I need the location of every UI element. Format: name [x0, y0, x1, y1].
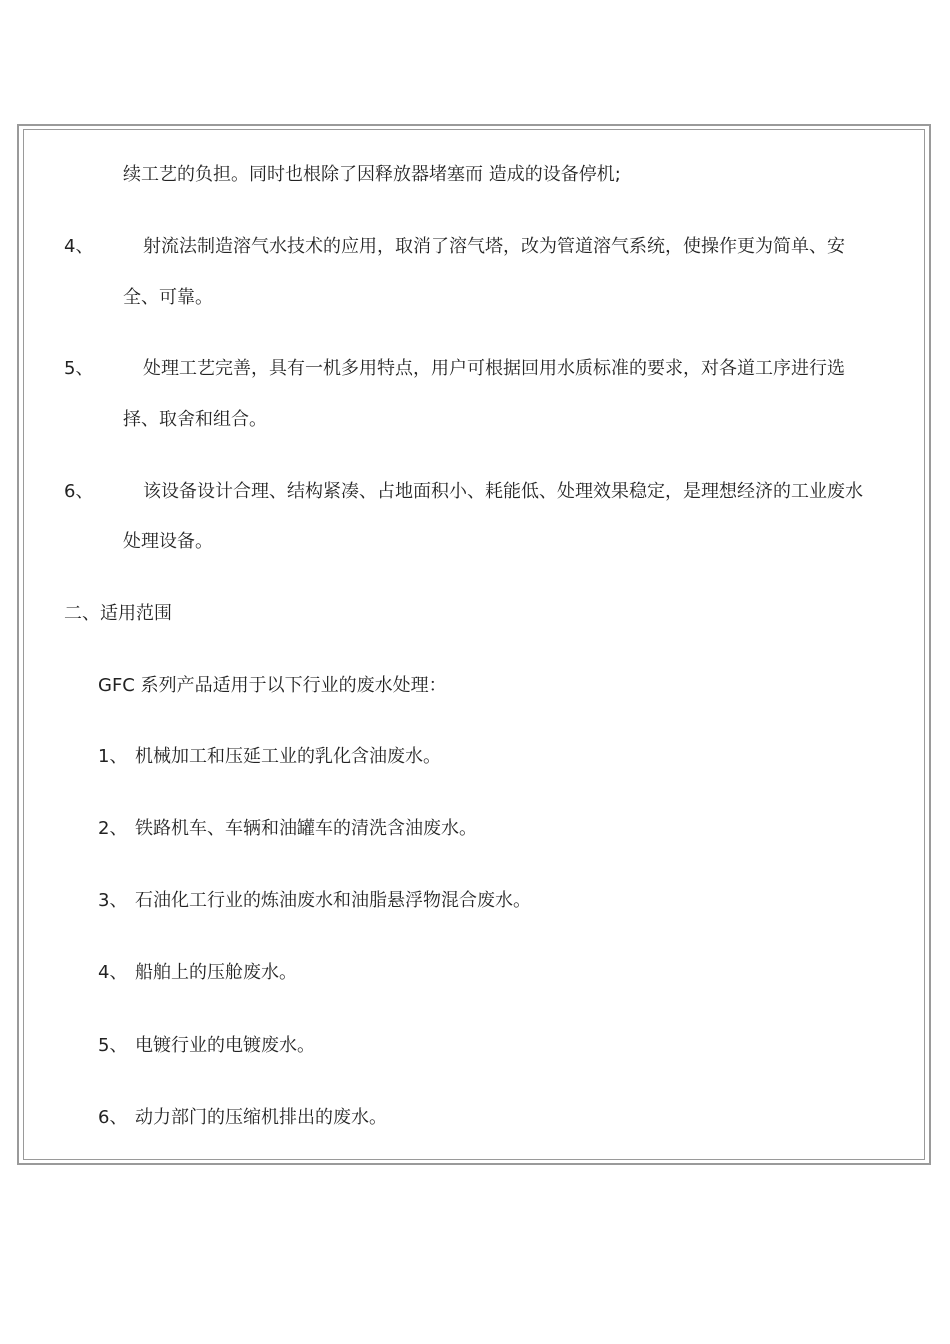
application-text: 电镀行业的电镀废水。 — [135, 1035, 315, 1056]
application-text: 机械加工和压延工业的乳化含油废水。 — [135, 746, 441, 767]
application-number: 6、 — [98, 1107, 128, 1128]
application-text: 铁路机车、车辆和油罐车的清洗含油废水。 — [135, 818, 477, 839]
feature-line: 处理工艺完善，具有一机多用特点，用户可根据回用水质标准的要求，对各道工序进行选 — [143, 358, 845, 379]
application-number: 3、 — [98, 890, 128, 911]
application-text: 石油化工行业的炼油废水和油脂悬浮物混合废水。 — [135, 890, 531, 911]
feature-line: 择、取舍和组合。 — [123, 409, 267, 430]
feature-number: 5、 — [64, 358, 94, 379]
feature-line: 该设备设计合理、结构紧凑、占地面积小、耗能低、处理效果稳定，是理想经济的工业废水 — [143, 481, 863, 502]
continued-line: 续工艺的负担。同时也根除了因释放器堵塞而 造成的设备停机; — [123, 164, 621, 185]
feature-line: 射流法制造溶气水技术的应用，取消了溶气塔，改为管道溶气系统，使操作更为简单、安 — [143, 236, 845, 257]
section-heading: 二、适用范围 — [64, 603, 172, 624]
document-frame-inner — [23, 129, 925, 1160]
feature-number: 6、 — [64, 481, 94, 502]
application-number: 4、 — [98, 962, 128, 983]
application-number: 1、 — [98, 746, 128, 767]
intro-paragraph: GFC 系列产品适用于以下行业的废水处理： — [98, 675, 447, 696]
feature-line: 全、可靠。 — [123, 287, 213, 308]
application-number: 2、 — [98, 818, 128, 839]
feature-line: 处理设备。 — [123, 531, 213, 552]
application-number: 5、 — [98, 1035, 128, 1056]
feature-number: 4、 — [64, 236, 94, 257]
application-text: 船舶上的压舱废水。 — [135, 962, 297, 983]
application-text: 动力部门的压缩机排出的废水。 — [135, 1107, 387, 1128]
